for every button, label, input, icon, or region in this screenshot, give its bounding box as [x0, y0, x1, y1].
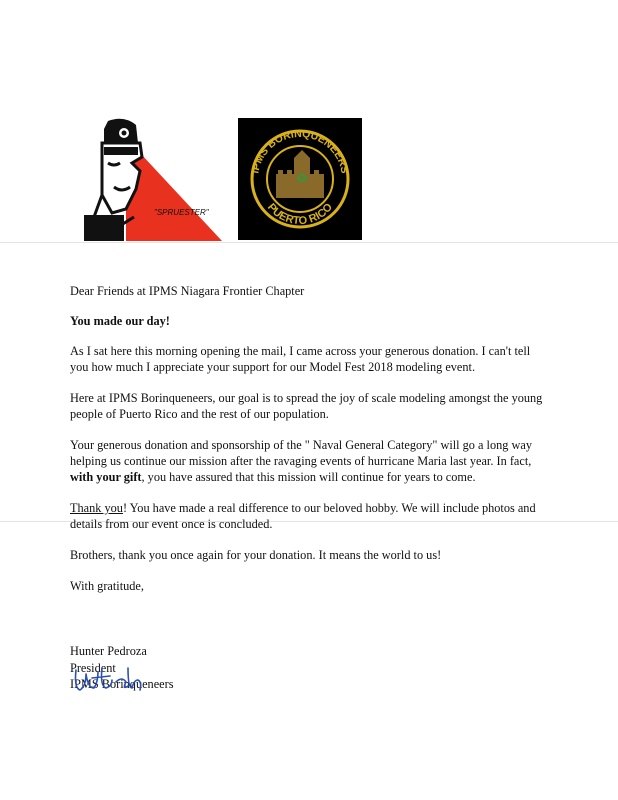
paragraph-3-part-b: , you have assured that this mission will continue for years to come. — [141, 470, 476, 484]
spruester-logo — [74, 117, 222, 241]
signer-title: President — [70, 660, 116, 675]
paragraph-3-part-a: Your generous donation and sponsorship of the " Naval General Category" will go a long way helping us continue our mission after the ravaging events of hurricane Maria last year. In fact, — [70, 438, 532, 468]
paragraph-4-rest: ! You have made a real difference to our beloved hobby. We will include photos and details from our event once is concluded. — [70, 501, 536, 531]
headline: You made our day! — [70, 314, 170, 328]
logo-top-text: IPMS BORINQUENEERS — [249, 127, 351, 175]
paragraph-1: As I sat here this morning opening the mail, I came across your generous donation. I can't tell you how much I appreciate your support for our Model Fest 2018 modeling event. — [70, 344, 531, 374]
signer-organization: IPMS Borinqueneers — [70, 677, 174, 691]
handwritten-signature — [72, 664, 152, 698]
thank-you-underlined: Thank you — [70, 501, 123, 515]
signer-name: Hunter Pedroza — [70, 644, 147, 658]
paragraph-3-bold: with your gift — [70, 470, 142, 484]
fold-line — [0, 242, 618, 243]
ipms-borinqueneers-logo — [238, 118, 362, 240]
spruester-caption: "SPRUESTER" — [154, 208, 209, 217]
paragraph-3 — [70, 437, 550, 485]
salutation: Dear Friends at IPMS Niagara Frontier Chapter — [70, 284, 305, 298]
paragraph-4 — [70, 500, 550, 532]
letter-body — [70, 283, 550, 693]
logo-bottom-text: PUERTO RICO — [264, 201, 336, 228]
paragraph-5: Brothers, thank you once again for your donation. It means the world to us! — [70, 548, 442, 562]
closing: With gratitude, — [70, 579, 144, 593]
paragraph-2: Here at IPMS Borinqueneers, our goal is to spread the joy of scale modeling amongst the young people of Puerto Rico and the rest of our population. — [70, 391, 543, 421]
